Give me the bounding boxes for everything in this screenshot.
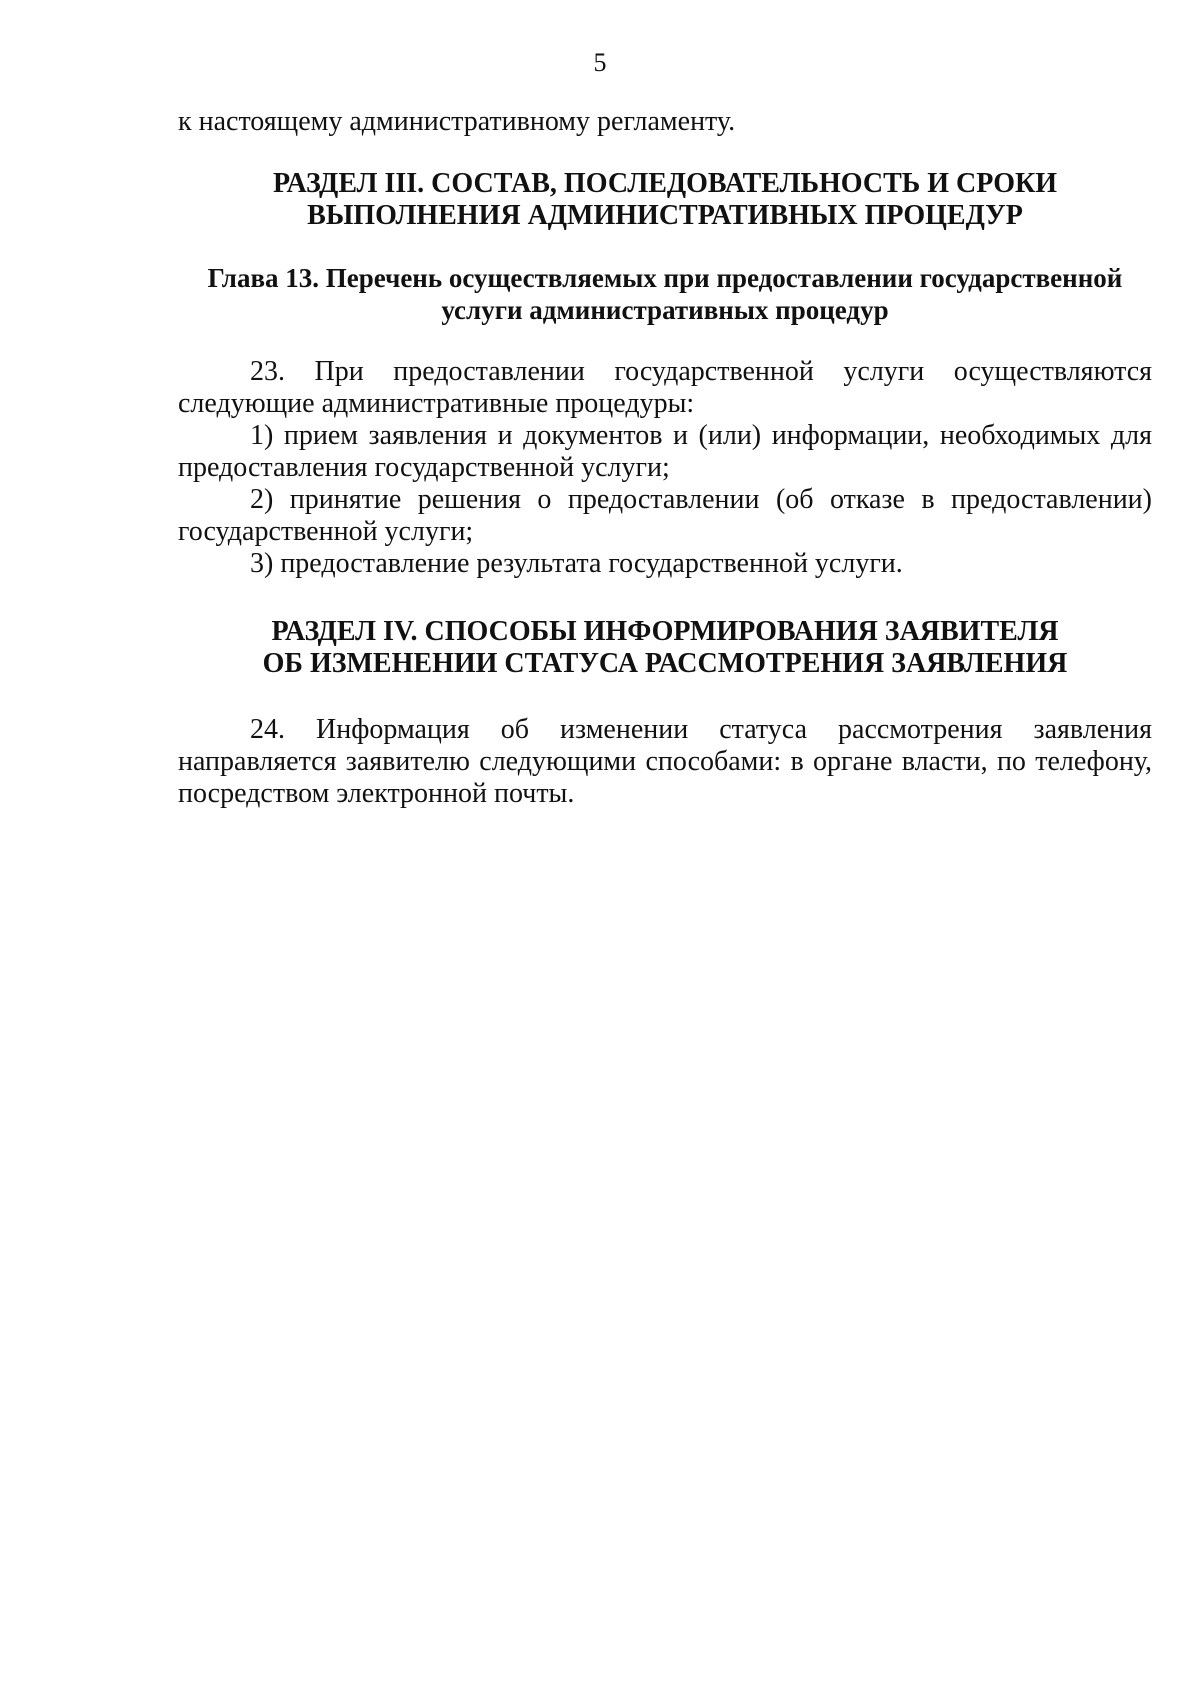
continuation-text: к настоящему административному регламенту. [178, 106, 736, 137]
section-4-heading-line-2: ОБ ИЗМЕНЕНИИ СТАТУСА РАССМОТРЕНИЯ ЗАЯВЛЕНИЯ [262, 648, 1068, 679]
section-4-heading [178, 616, 1152, 680]
section-3-heading-line-2: ВЫПОЛНЕНИЯ АДМИНИСТРАТИВНЫХ ПРОЦЕДУР [307, 200, 1023, 231]
chapter-13-heading-line-2: услуги административных процедур [441, 295, 889, 325]
paragraph-23-item-2: 2) принятие решения о предоставлении (об отказе в предоставлении) государственной услуги; [178, 484, 1152, 547]
chapter-13-heading [178, 262, 1152, 326]
chapter-13-heading-line-1: Глава 13. Перечень осуществляемых при предоставлении государственной [207, 263, 1123, 293]
document-body [178, 106, 1152, 810]
paragraph-23-item-1: 1) прием заявления и документов и (или) информации, необходимых для предоставления государственной услуги; [178, 420, 1152, 483]
section-3-heading [178, 168, 1152, 232]
page-number: 5 [593, 48, 607, 77]
paragraph-23-intro: 23. При предоставлении государственной услуги осуществляются следующие административные процедуры: [178, 356, 1152, 419]
paragraph-23-item-3: 3) предоставление результата государственной услуги. [250, 548, 903, 579]
section-4-heading-line-1: РАЗДЕЛ IV. СПОСОБЫ ИНФОРМИРОВАНИЯ ЗАЯВИТЕЛЯ [271, 616, 1059, 647]
paragraph-24: 24. Информация об изменении статуса рассмотрения заявления направляется заявителю следующими способами: в органе власти, по телефону, посредством электронной почты. [178, 714, 1152, 809]
section-3-heading-line-1: РАЗДЕЛ III. СОСТАВ, ПОСЛЕДОВАТЕЛЬНОСТЬ И СРОКИ [272, 168, 1058, 199]
